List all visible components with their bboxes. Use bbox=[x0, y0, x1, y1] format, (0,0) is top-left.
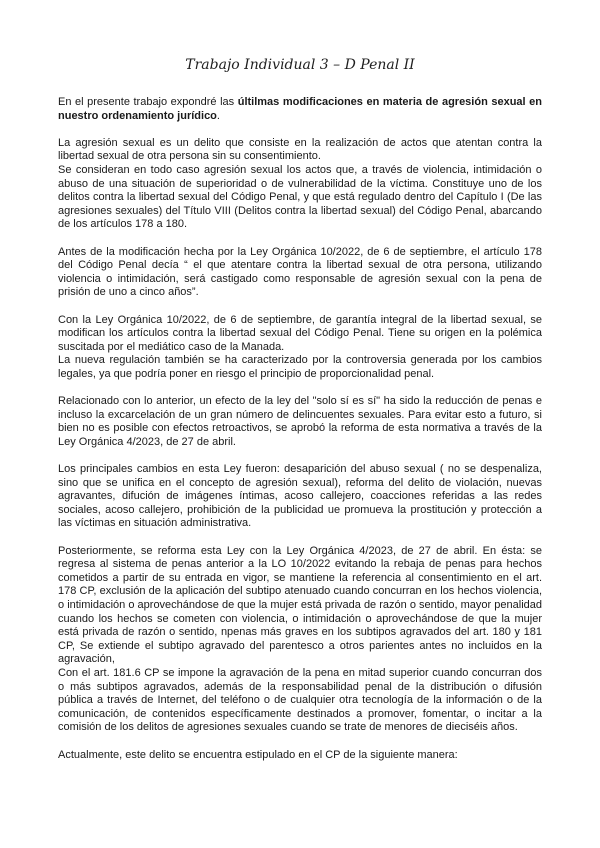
paragraph-controversy: La nueva regulación también se ha caracterizado por la controversia generada por los cambios legales, ya que podría poner en riesgo el principio de proporcionalidad penal. bbox=[58, 354, 542, 380]
intro-text: En el presente trabajo expondré las bbox=[58, 96, 238, 108]
document-body bbox=[58, 96, 542, 776]
paragraph-current: Actualmente, este delito se encuentra estipulado en el CP de la siguiente manera: bbox=[58, 748, 458, 761]
paragraph-main-changes: Los principales cambios en esta Ley fueron: desaparición del abuso sexual ( no se despenaliza, sino que se unifica en el concepto de agresión sexual), reforma del delito de violación, nuevas agravantes, difución de imágenes íntimas, acoso callejero, coacciones referidas a las redes sociales, acoso callejero, prohibición de la publicidad ue promueva la prostitución y protección a las víctimas en situación administrativa. bbox=[58, 463, 542, 530]
document-title: Trabajo Individual 3 – D Penal II bbox=[185, 57, 415, 73]
intro-end: . bbox=[216, 109, 220, 122]
intro-bold-text: últilmas modificaciones en materia de agresión sexual en nuestro ordenamiento jurídico bbox=[58, 96, 542, 122]
intro-paragraph bbox=[58, 96, 542, 123]
paragraph-lo-10-2022: Con la Ley Orgánica 10/2022, de 6 de septiembre, de garantía integral de la libertad sexual, se modifican los artículos contra la libertad sexual del Código Penal. Tiene su origen en la polémica suscitada por el mediático caso de la Manada. bbox=[58, 313, 542, 353]
paragraph-solo-si-es-si: Relacionado con lo anterior, un efecto de la ley del "solo sí es sí" ha sido la reducción de penas e incluso la excarcelación de un gran número de delincuentes sexuales. Para evitar esto a futuro, si bien no es posible con efectos retroactivos, se aprobó la reforma de esta normativa a través de la Ley Orgánica 4/2023, de 27 de abril. bbox=[58, 395, 542, 448]
paragraph-art-181: Con el art. 181.6 CP se impone la agravación de la pena en mitad superior cuando concurran dos o más subtipos agravados, además de la responsabilidad penal de la distribución o difusión pública a través de Internet, del teléfono o de cualquier otra tecnología de la información o de la comunicación, de contenidos específicamente destinados a promover, fomentar, o incitar a la comisión de los delitos de agresiones sexuales cuando se trate de menores de dieciséis años. bbox=[58, 666, 542, 734]
paragraph-before-reform: Antes de la modificación hecha por la Ley Orgánica 10/2022, de 6 de septiembre, el artículo 178 del Código Penal decía “ el que atentare contra la libertad sexual de otra persona, utilizando violencia o intimidación, será castigado como responsable de agresión sexual con la pena de prisión de uno a cinco años”. bbox=[58, 245, 542, 299]
paragraph-regulation: Se consideran en todo caso agresión sexual los actos que, a través de violencia, intimidación o abuso de una situación de superioridad o de vulnerabilidad de la víctima. Constituye uno de los delitos contra la libertad sexual del Código Penal, y que está regulado dentro del Capítulo I (De las agresiones sexuales) del Título VIII (Delitos contra la libertad sexual) del Código Penal, abarcando de los artículos 178 a 180. bbox=[58, 163, 542, 231]
paragraph-lo-4-2023: Posteriormente, se reforma esta Ley con la Ley Orgánica 4/2023, de 27 de abril. En ésta: se regresa al sistema de penas anterior a la LO 10/2022 evitando la rebaja de penas para hechos cometidos a partir de su entrada en vigor, se mantiene la referencia al consentimiento en el art. 178 CP, exclusión de la aplicación del subtipo atenuado cuando concurran en los hechos violencia, o intimidación o aprovechándose de que la mujer está privada de razón o sentido, mayor penalidad cuando los hechos se cometen con violencia, o intimidación o aprovechándose de que la mujer está privada de razón o sentido, npenas más graves en los subtipos agravados del art. 180 y 181 CP, Se extiende el subtipo agravado del parentesco a otros parientes antes no incluidos en la agravación, bbox=[58, 544, 542, 666]
paragraph-definition: La agresión sexual es un delito que consiste en la realización de actos que atentan contra la libertad sexual de otra persona sin su consentimiento. bbox=[58, 136, 542, 163]
